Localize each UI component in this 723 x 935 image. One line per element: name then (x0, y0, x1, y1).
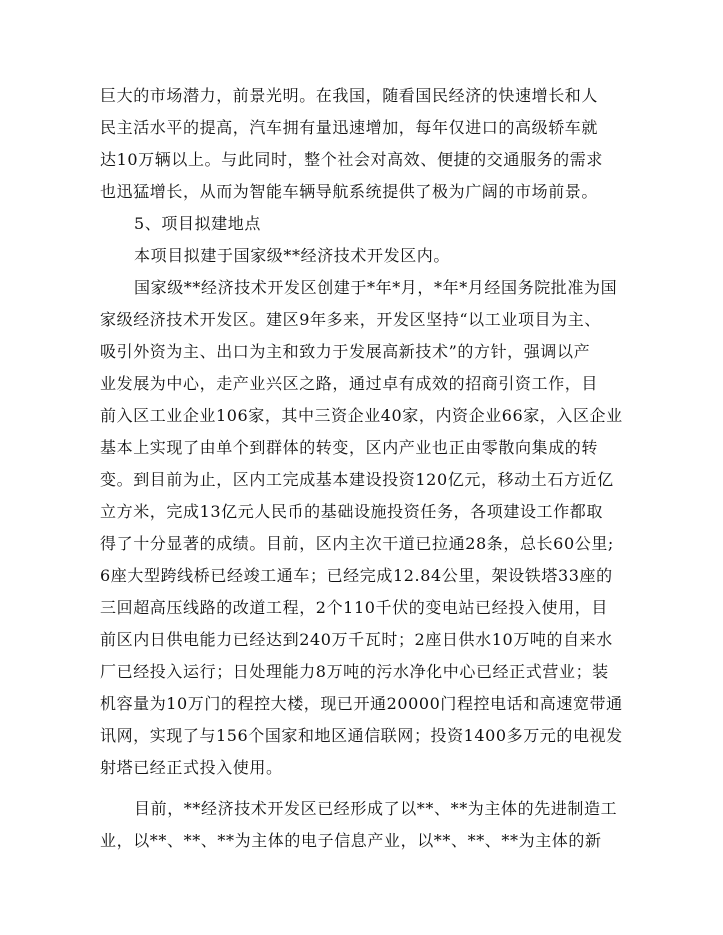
text-line: 也迅猛增长，从而为智能车辆导航系统提供了极为广阔的市场前景。 (100, 182, 599, 201)
text-line: 基本上实现了由单个到群体的转变，区内产业也正由零散向集成的转 (100, 438, 599, 457)
text-line: 家级经济技术开发区。建区9年多来，开发区坚持“以工业项目为主、 (100, 310, 601, 329)
text-line: 三回超高压线路的改道工程，2个110千伏的变电站已经投入使用，目 (100, 598, 608, 617)
text-line: 民主活水平的提高，汽车拥有量迅速增加，每年仅进口的高级轿车就 (100, 118, 599, 137)
text-line: 厂已经投入运行；日处理能力8万吨的污水净化中心已经正式营业；装 (100, 662, 609, 681)
text-line: 巨大的市场潜力，前景光明。在我国，随看国民经济的快速增长和人 (100, 86, 599, 105)
section-heading: 5、项目拟建地点 (134, 214, 261, 233)
text-line: 前入区工业企业106家，其中三资企业40家，内资企业66家，入区企业 (100, 406, 623, 425)
text-line: 得了十分显著的成绩。目前，区内主次干道已拉通28条，总长60公里; (100, 534, 614, 553)
text-line: 射塔已经正式投入使用。 (100, 758, 283, 777)
text-line: 讯网，实现了与156个国家和地区通信联网；投资1400多万元的电视发 (100, 726, 623, 745)
text-line: 国家级**经济技术开发区创建于*年*月，*年*月经国务院批准为国 (134, 278, 618, 297)
text-line: 业，以**、**、**为主体的电子信息产业，以**、**、**为主体的新 (100, 831, 602, 850)
text-line: 前区内日供电能力已经达到240万千瓦时；2座日供水10万吨的自来水 (100, 630, 613, 649)
text-line: 业发展为中心，走产业兴区之路，通过卓有成效的招商引资工作，目 (100, 374, 599, 393)
text-line: 目前，**经济技术开发区已经形成了以**、**为主体的先进制造工 (134, 799, 618, 818)
text-line: 6座大型跨线桥已经竣工通车；已经完成12.84公里，架设铁塔33座的 (100, 566, 613, 585)
text-line: 立方米，完成13亿元人民币的基础设施投资任务，各项建设工作都取 (100, 502, 603, 521)
text-line: 吸引外资为主、出口为主和致力于发展高新技术”的方针，强调以产 (100, 342, 591, 361)
text-line: 达10万辆以上。与此同时，整个社会对高效、便捷的交通服务的需求 (100, 150, 603, 169)
text-line: 机容量为10万门的程控大楼，现已开通20000门程控电话和高速宽带通 (100, 694, 623, 713)
text-line: 本项目拟建于国家级**经济技术开发区内。 (134, 246, 451, 265)
text-line: 变。到目前为止，区内工完成基本建设投资120亿元，移动土石方近亿 (100, 470, 614, 489)
